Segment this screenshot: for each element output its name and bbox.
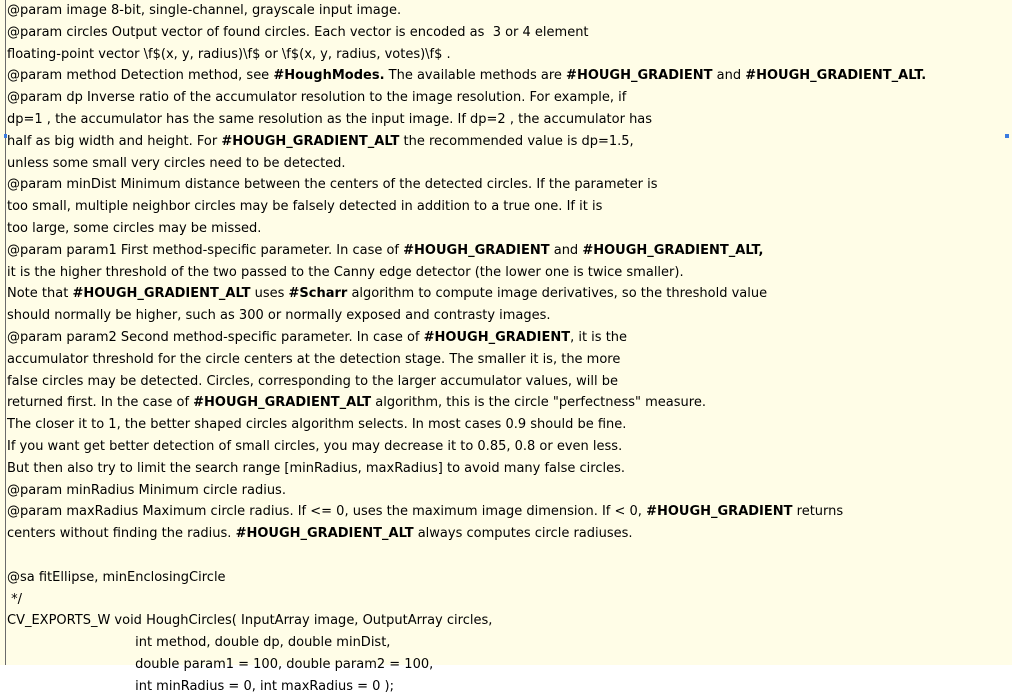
text-segment: too large, some circles may be missed. xyxy=(7,220,262,236)
text-segment: algorithm to compute image derivatives, so the threshold value xyxy=(347,286,768,302)
text-segment: @sa fitEllipse, minEnclosingCircle xyxy=(7,569,226,585)
text-segment: returned first. In the case of xyxy=(7,395,194,411)
text-segment: double param1 = 100, double param2 = 100, xyxy=(7,656,434,672)
text-segment: algorithm, this is the circle "perfectness" measure. xyxy=(371,395,706,411)
text-segment: The closer it to 1, the better shaped circles algorithm selects. In most cases 0.9 should be fine. xyxy=(7,417,627,433)
text-line xyxy=(7,523,1012,545)
text-line xyxy=(7,501,1012,523)
text-segment: centers without finding the radius. xyxy=(7,526,236,542)
text-line xyxy=(7,480,1012,502)
text-line xyxy=(7,131,1012,153)
text-line xyxy=(7,654,1012,676)
text-line xyxy=(7,676,1012,698)
text-line xyxy=(7,632,1012,654)
text-line xyxy=(7,371,1012,393)
text-line xyxy=(7,589,1012,611)
bold-keyword: #HoughModes. xyxy=(273,68,385,84)
bold-keyword: #HOUGH_GRADIENT xyxy=(403,242,550,258)
text-line xyxy=(7,153,1012,175)
text-segment: always computes circle radiuses. xyxy=(413,526,633,542)
text-segment: @param param2 Second method-specific parameter. In case of xyxy=(7,329,424,345)
text-line xyxy=(7,545,1012,567)
text-segment: int minRadius = 0, int maxRadius = 0 ); xyxy=(7,678,394,694)
text-segment: If you want get better detection of small circles, you may decrease it to 0.85, 0.8 or even less. xyxy=(7,438,623,454)
text-segment: @param maxRadius Maximum circle radius. If <= 0, uses the maximum image dimension. If < 0, xyxy=(7,504,647,520)
text-line xyxy=(7,87,1012,109)
bold-keyword: #HOUGH_GRADIENT_ALT xyxy=(72,286,251,302)
text-line xyxy=(7,0,1012,22)
text-line xyxy=(7,218,1012,240)
comment-text-area[interactable] xyxy=(7,0,1012,698)
text-segment: The available methods are xyxy=(384,68,567,84)
bold-keyword: #HOUGH_GRADIENT xyxy=(646,504,793,520)
text-segment: But then also try to limit the search range [minRadius, maxRadius] to avoid many false circles. xyxy=(7,460,626,476)
text-line xyxy=(7,196,1012,218)
text-segment: it is the higher threshold of the two passed to the Canny edge detector (the lower one is twice smaller). xyxy=(7,264,684,280)
text-segment: and xyxy=(712,68,746,84)
text-line xyxy=(7,240,1012,262)
text-segment: @param image 8-bit, single-channel, grayscale input image. xyxy=(7,3,402,18)
text-line xyxy=(7,109,1012,131)
bold-keyword: #HOUGH_GRADIENT xyxy=(566,68,713,84)
text-segment: too small, multiple neighbor circles may be falsely detected in addition to a true one. If it is xyxy=(7,199,603,215)
text-segment: floating-point vector \f$(x, y, radius)\f$ or \f$(x, y, radius, votes)\f$ . xyxy=(7,46,451,62)
text-line xyxy=(7,392,1012,414)
bold-keyword: #HOUGH_GRADIENT_ALT, xyxy=(582,242,764,258)
text-line xyxy=(7,414,1012,436)
text-line xyxy=(7,327,1012,349)
text-line xyxy=(7,305,1012,327)
text-segment: @param param1 First method-specific parameter. In case of xyxy=(7,242,404,258)
text-segment: should normally be higher, such as 300 or normally exposed and contrasty images. xyxy=(7,308,551,324)
text-segment: and xyxy=(549,242,583,258)
bold-keyword: #HOUGH_GRADIENT_ALT. xyxy=(745,68,927,84)
text-segment: false circles may be detected. Circles, corresponding to the larger accumulator values, will be xyxy=(7,373,618,389)
text-segment: @param minRadius Minimum circle radius. xyxy=(7,482,286,498)
text-line xyxy=(7,22,1012,44)
text-segment: unless some small very circles need to be detected. xyxy=(7,155,346,171)
text-segment: int method, double dp, double minDist, xyxy=(7,635,391,651)
text-segment: CV_EXPORTS_W void HoughCircles( InputArray image, OutputArray circles, xyxy=(7,613,493,629)
text-segment: dp=1 , the accumulator has the same resolution as the input image. If dp=2 , the accumulator has xyxy=(7,111,653,127)
text-segment: */ xyxy=(7,591,23,607)
bold-keyword: #Scharr xyxy=(288,286,348,302)
text-line xyxy=(7,65,1012,87)
text-segment: uses xyxy=(250,286,289,302)
text-segment: accumulator threshold for the circle centers at the detection stage. The smaller it is, the more xyxy=(7,351,621,367)
text-line xyxy=(7,436,1012,458)
text-line xyxy=(7,610,1012,632)
text-line xyxy=(7,458,1012,480)
bold-keyword: #HOUGH_GRADIENT_ALT xyxy=(193,395,372,411)
editor-margin-line xyxy=(5,0,6,665)
text-line xyxy=(7,44,1012,66)
bold-keyword: #HOUGH_GRADIENT_ALT xyxy=(235,526,414,542)
text-line xyxy=(7,262,1012,284)
text-segment: @param minDist Minimum distance between the centers of the detected circles. If the parameter is xyxy=(7,177,658,193)
text-line xyxy=(7,283,1012,305)
text-segment: the recommended value is dp=1.5, xyxy=(399,133,634,149)
text-segment: @param dp Inverse ratio of the accumulator resolution to the image resolution. For example, if xyxy=(7,90,627,106)
bold-keyword: #HOUGH_GRADIENT_ALT xyxy=(221,133,400,149)
text-line xyxy=(7,567,1012,589)
bold-keyword: #HOUGH_GRADIENT xyxy=(423,329,571,345)
text-segment: half as big width and height. For xyxy=(7,133,222,149)
text-segment: @param method Detection method, see xyxy=(7,68,274,84)
text-segment: returns xyxy=(792,504,844,520)
text-segment: Note that xyxy=(7,286,73,302)
text-segment: , it is the xyxy=(570,329,628,345)
text-segment: @param circles Output vector of found circles. Each vector is encoded as 3 or 4 element xyxy=(7,24,589,40)
text-line xyxy=(7,349,1012,371)
text-line xyxy=(7,174,1012,196)
